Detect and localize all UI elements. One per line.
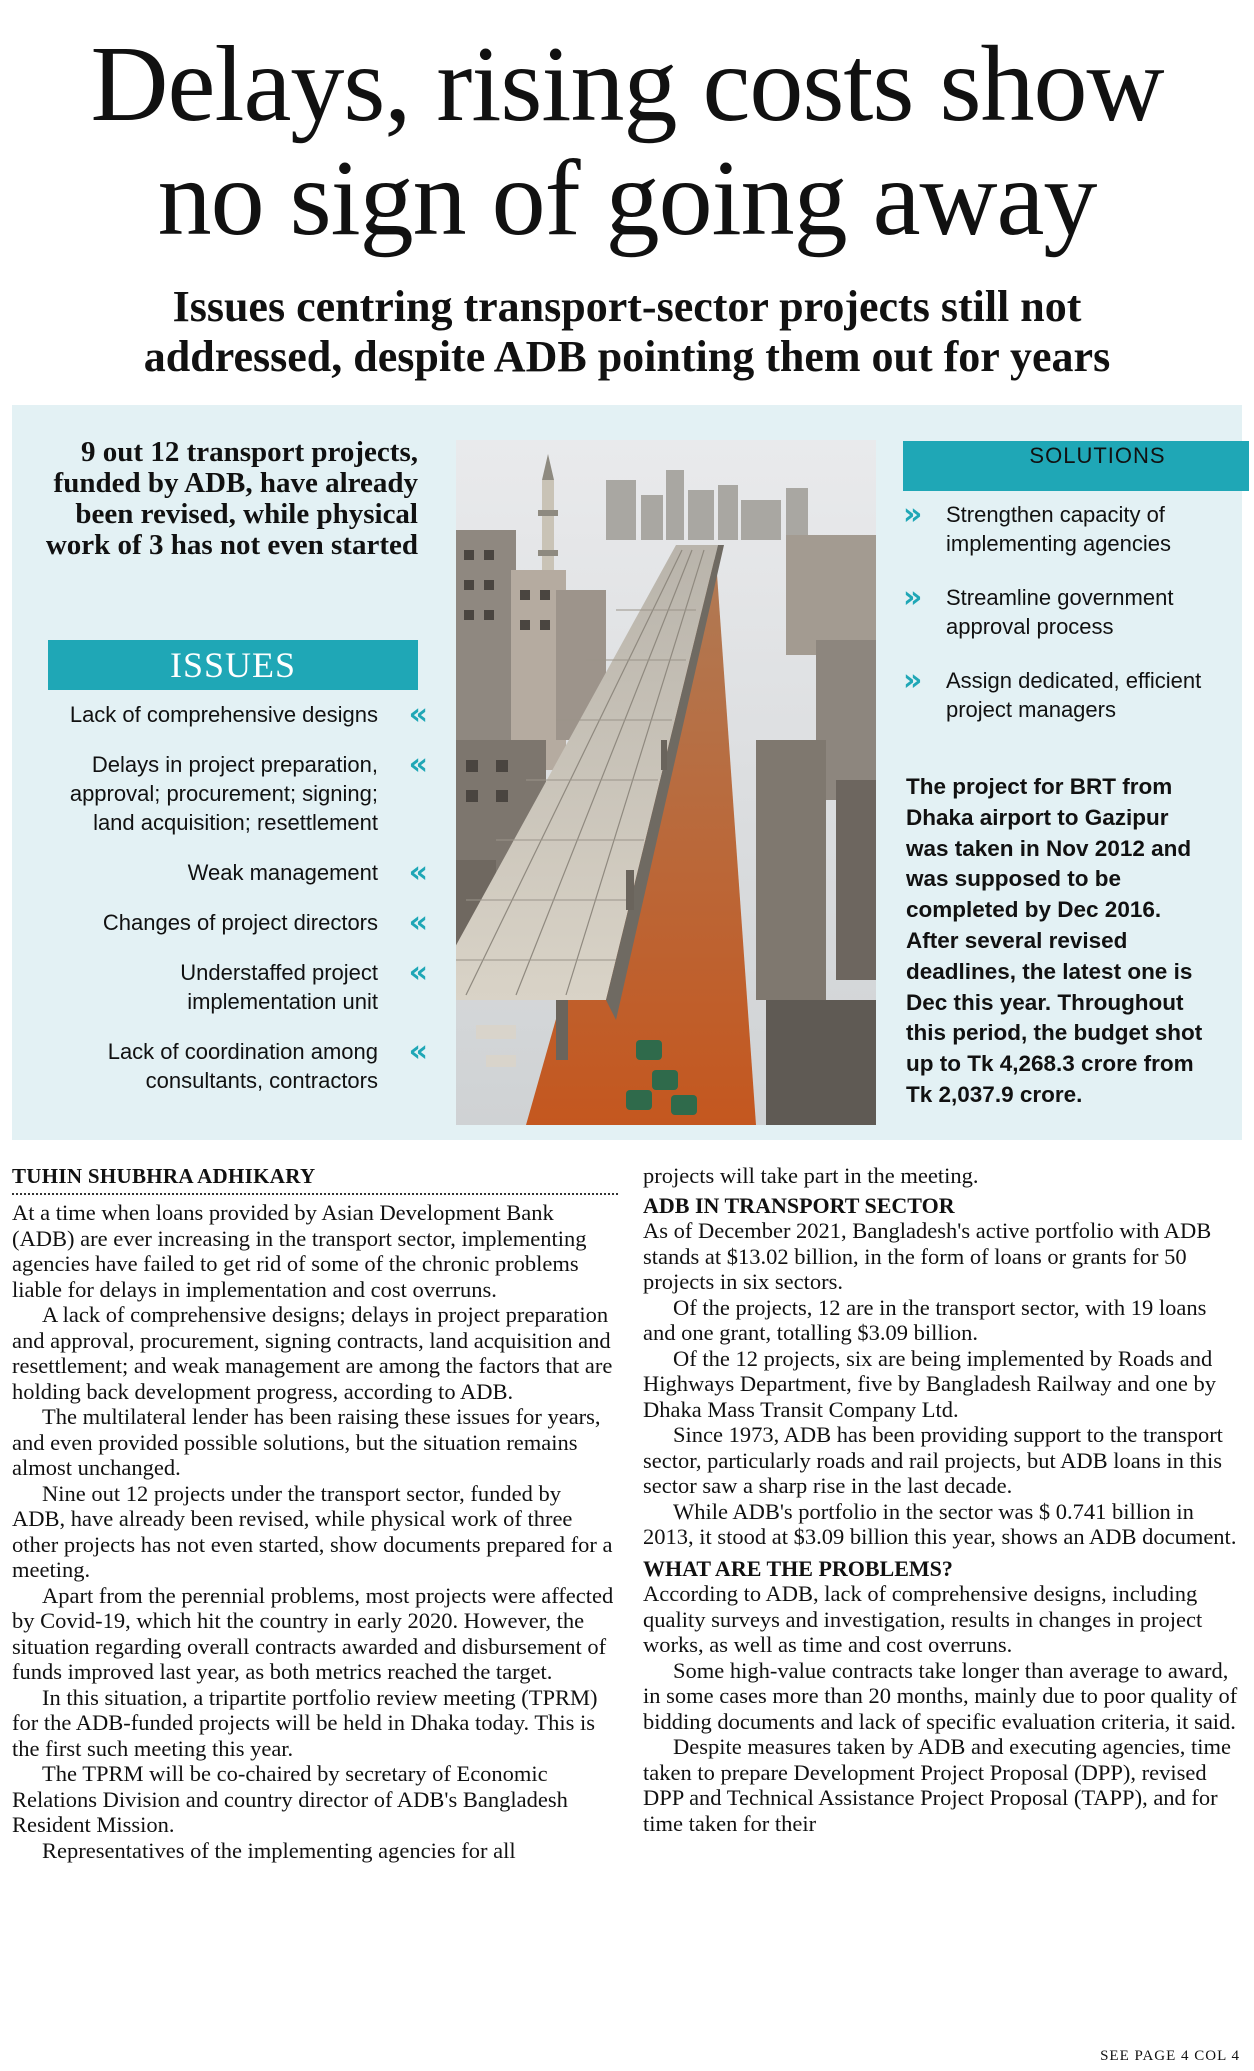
chevron-left-icon: « [408, 855, 423, 890]
article-paragraph: A lack of comprehensive designs; delays in project preparation and approval, procurement, signing contracts, land acquisition and resettlement; and weak management are among the factors that are holding back development progress, according to ADB. [12, 1302, 613, 1404]
brt-project-note: The project for BRT from Dhaka airport to Gazipur was taken in Nov 2012 and was supposed to be completed by Dec 2016. After several revised deadlines, the latest one is Dec this year. Throughout this period, the budget shot up to Tk 4,268.3 crore from Tk 2,037.9 crore. [906, 774, 1203, 1107]
flyover-illustration [456, 440, 876, 1125]
issue-text: approval; procurement; signing; [69, 781, 378, 806]
issue-text: consultants, contractors [145, 1068, 378, 1093]
chevron-right-icon: » [903, 580, 918, 615]
chevron-left-icon: « [408, 905, 423, 940]
chevron-right-icon: » [903, 663, 918, 698]
solution-text: approval process [946, 614, 1114, 639]
issue-text: Changes of project directors [102, 910, 378, 935]
article-paragraph: As of December 2021, Bangladesh's active portfolio with ADB stands at $13.02 billion, in the form of loans or grants for 50 projects in six sectors. [643, 1218, 1212, 1294]
headline [0, 25, 1254, 258]
headline-line-2: no sign of going away [157, 139, 1097, 258]
chevron-left-icon: « [408, 1034, 423, 1069]
article-paragraph: projects will take part in the meeting. [643, 1163, 979, 1188]
subheadline [0, 282, 1254, 382]
solutions-heading: SOLUTIONS [903, 441, 1249, 491]
article-paragraph: The multilateral lender has been raising these issues for years, and even provided possible solutions, but the situation remains almost unchanged. [12, 1404, 601, 1480]
solution-text: Strengthen capacity of [946, 502, 1165, 527]
issues-list [40, 697, 423, 1095]
issue-item [40, 855, 423, 890]
chevron-left-icon: « [408, 955, 423, 990]
solution-text: project managers [946, 697, 1116, 722]
solution-text: Assign dedicated, efficient [946, 668, 1202, 693]
article-paragraph: Of the projects, 12 are in the transport sector, with 19 loans and one grant, totalling $3.09 billion. [643, 1294, 1207, 1345]
issue-text: Delays in project preparation, [91, 752, 378, 777]
issue-text: Lack of coordination among [107, 1039, 378, 1064]
article-paragraph: Of the 12 projects, six are being implemented by Roads and Highways Department, five by Bangladesh Railway and one by Dhaka Mass Transit Company Ltd. [643, 1345, 1216, 1422]
article-paragraph: While ADB's portfolio in the sector was $ 0.741 billion in 2013, it stood at $3.09 billion this year, shows an ADB document. [643, 1498, 1237, 1549]
article-paragraph: Despite measures taken by ADB and executing agencies, time taken to prepare Development Project Proposal (DPP), revised DPP and Technical Assistance Project Proposal (TAPP), and for time taken for their [643, 1734, 1231, 1836]
solution-item [903, 497, 1213, 558]
issue-item [40, 1034, 423, 1095]
subheadline-line-1: Issues centring transport-sector projects still not [172, 282, 1082, 331]
chevron-left-icon: « [408, 697, 423, 732]
article-paragraph: Representatives of the implementing agencies for all [42, 1837, 516, 1863]
byline: TUHIN SHUBHRA ADHIKARY [12, 1164, 316, 1188]
article-column-2 [643, 1163, 1243, 1836]
infographic-intro: 9 out 12 transport projects, funded by ADB, have already been revised, while physical work of 3 has not even started [45, 436, 418, 561]
headline-line-1: Delays, rising costs show [90, 25, 1164, 144]
issue-text: Lack of comprehensive designs [69, 702, 378, 727]
chevron-left-icon: « [408, 747, 423, 782]
article-paragraph: Nine out 12 projects under the transport sector, funded by ADB, have already been revised, while physical work of three other projects has not even started, show documents prepared for a meeting. [12, 1480, 613, 1582]
solution-item [903, 663, 1213, 724]
solution-item [903, 580, 1213, 641]
issue-item [40, 747, 423, 837]
issue-item [40, 955, 423, 1016]
solution-text: Streamline government [946, 585, 1174, 610]
solutions-list [903, 497, 1213, 724]
brt-flyover-photo [456, 440, 876, 1125]
article-paragraph: In this situation, a tripartite portfolio review meeting (TPRM) for the ADB-funded projects will be held in Dhaka today. This is the first such meeting this year. [12, 1684, 598, 1761]
issue-item [40, 905, 423, 940]
section-heading: WHAT ARE THE PROBLEMS? [643, 1555, 953, 1581]
article-paragraph: Apart from the perennial problems, most projects were affected by Covid-19, which hit the country in early 2020. However, the situation regarding overall contracts awarded and disbursement of funds improved last year, as both metrics reached the target. [12, 1582, 614, 1684]
article-paragraph: Some high-value contracts take longer than average to award, in some cases more than 20 months, mainly due to poor quality of bidding documents and lack of specific evaluation criteria, it said. [643, 1657, 1238, 1734]
issue-text: implementation unit [187, 989, 378, 1014]
article-paragraph: Since 1973, ADB has been providing support to the transport sector, particularly roads and rail projects, but ADB loans in this sector saw a sharp rise in the last decade. [643, 1422, 1223, 1498]
section-heading: ADB IN TRANSPORT SECTOR [643, 1192, 955, 1218]
issue-text: land acquisition; resettlement [93, 810, 378, 835]
article-paragraph: The TPRM will be co-chaired by secretary of Economic Relations Division and country director of ADB's Bangladesh Resident Mission. [12, 1761, 568, 1837]
issue-text: Understaffed project [180, 960, 378, 985]
article-paragraph: According to ADB, lack of comprehensive designs, including quality surveys and investigation, results in changes in project works, as well as time and cost overruns. [643, 1581, 1203, 1657]
article-paragraph: At a time when loans provided by Asian Development Bank (ADB) are ever increasing in the transport sector, implementing agencies have failed to get rid of some of the chronic problems liable for delays in implementation and cost overruns. [12, 1200, 587, 1302]
solution-text: implementing agencies [946, 531, 1172, 556]
continuation-jump: SEE PAGE 4 COL 4 [1100, 2048, 1240, 2064]
chevron-right-icon: » [903, 497, 918, 532]
issues-heading: ISSUES [48, 640, 418, 690]
issue-item [40, 697, 423, 732]
subheadline-line-2: addressed, despite ADB pointing them out for years [143, 332, 1111, 381]
byline-divider [12, 1193, 618, 1195]
article-column-1 [12, 1163, 618, 1863]
issue-text: Weak management [187, 860, 378, 885]
